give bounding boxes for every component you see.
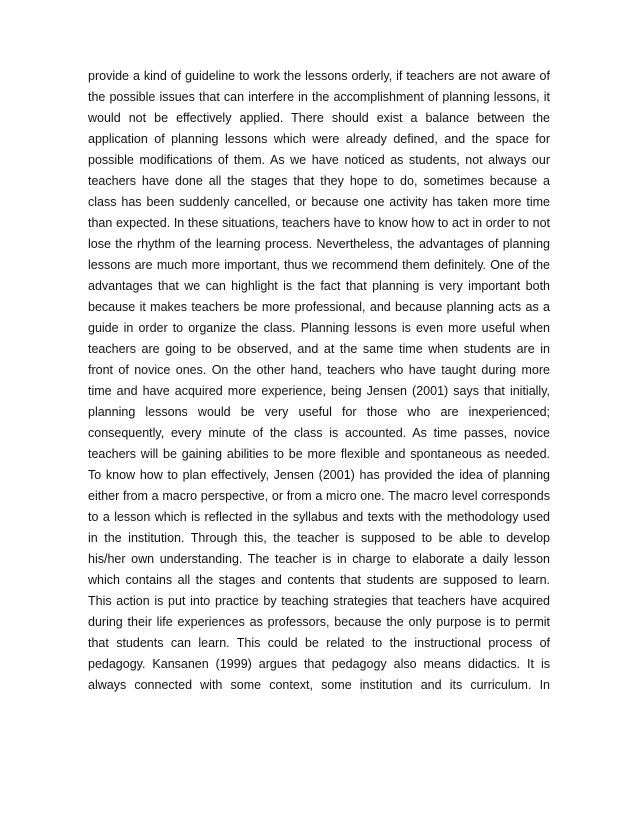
text-line: teachers have done all the stages that they hope to do, sometimes because a xyxy=(88,174,550,189)
text-line: lose the rhythm of the learning process. Nevertheless, the advantages of planning xyxy=(88,237,550,252)
text-line: the possible issues that can interfere in the accomplishment of planning lessons, it xyxy=(88,90,550,105)
text-line: lessons are much more important, thus we recommend them definitely. One of the xyxy=(88,258,550,273)
text-line: that students can learn. This could be related to the instructional process of xyxy=(88,636,550,651)
text-line: application of planning lessons which were already defined, and the space for xyxy=(88,132,550,147)
text-line: either from a macro perspective, or from a micro one. The macro level corresponds xyxy=(88,489,550,504)
text-line: teachers are going to be observed, and at the same time when students are in xyxy=(88,342,550,357)
text-line: during their life experiences as professors, because the only purpose is to permit xyxy=(88,615,550,630)
text-line: his/her own understanding. The teacher is in charge to elaborate a daily lesson xyxy=(88,552,550,567)
text-line: pedagogy. Kansanen (1999) argues that pedagogy also means didactics. It is xyxy=(88,657,550,672)
text-line: front of novice ones. On the other hand, teachers who have taught during more xyxy=(88,363,550,378)
text-line: to a lesson which is reflected in the syllabus and texts with the methodology used xyxy=(88,510,550,525)
text-line: guide in order to organize the class. Planning lessons is even more useful when xyxy=(88,321,550,336)
text-line: teachers will be gaining abilities to be more flexible and spontaneous as needed. xyxy=(88,447,550,462)
text-line: than expected. In these situations, teachers have to know how to act in order to not xyxy=(88,216,550,231)
body-paragraph xyxy=(88,66,550,696)
text-line: because it makes teachers be more professional, and because planning acts as a xyxy=(88,300,550,315)
text-line: which contains all the stages and contents that students are supposed to learn. xyxy=(88,573,550,588)
text-line: provide a kind of guideline to work the lessons orderly, if teachers are not aware of xyxy=(88,69,550,83)
text-line: in the institution. Through this, the teacher is supposed to be able to develop xyxy=(88,531,550,546)
text-line: advantages that we can highlight is the fact that planning is very important both xyxy=(88,279,550,294)
text-line: always connected with some context, some institution and its curriculum. In xyxy=(88,678,550,693)
text-line: class has been suddenly cancelled, or because one activity has taken more time xyxy=(88,195,550,210)
text-line: To know how to plan effectively, Jensen (2001) has provided the idea of planning xyxy=(88,468,550,483)
text-line: planning lessons would be very useful for those who are inexperienced; xyxy=(88,405,550,420)
text-line: consequently, every minute of the class is accounted. As time passes, novice xyxy=(88,426,550,441)
text-line: time and have acquired more experience, being Jensen (2001) says that initially, xyxy=(88,384,550,399)
text-line: would not be effectively applied. There should exist a balance between the xyxy=(88,111,550,126)
text-line: possible modifications of them. As we have noticed as students, not always our xyxy=(88,153,550,168)
text-line: This action is put into practice by teaching strategies that teachers have acquired xyxy=(88,594,550,609)
